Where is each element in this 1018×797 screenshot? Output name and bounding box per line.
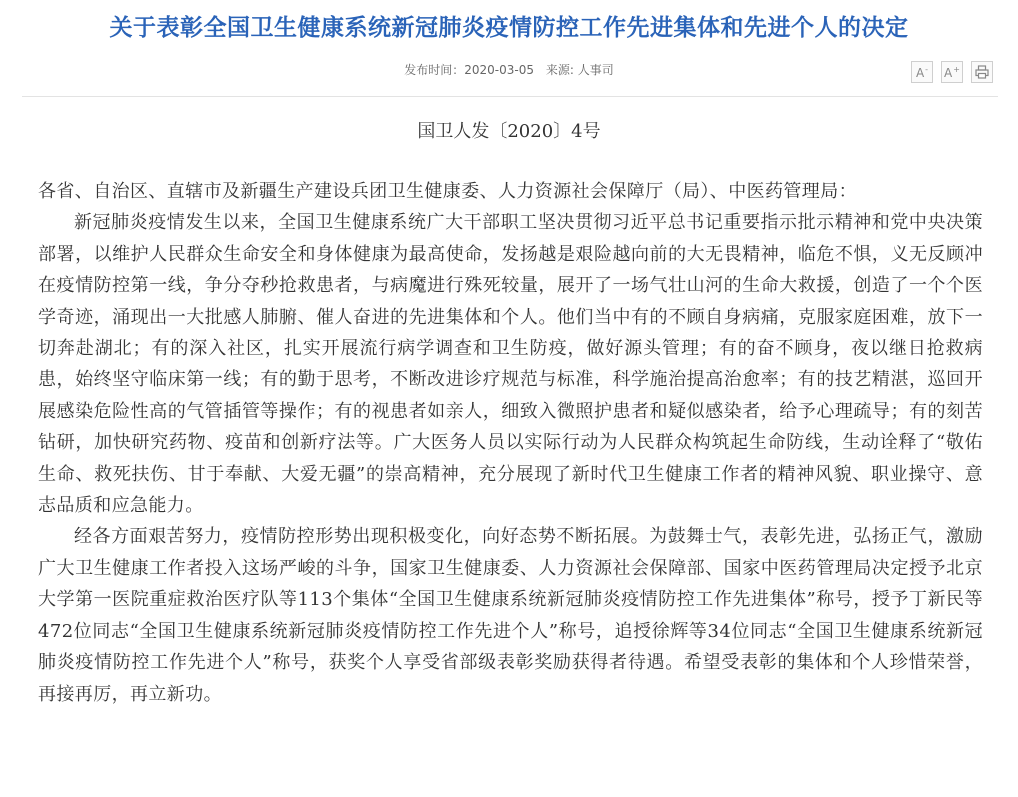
article-title: 关于表彰全国卫生健康系统新冠肺炎疫情防控工作先进集体和先进个人的决定 bbox=[109, 15, 909, 41]
font-increase-button[interactable] bbox=[941, 61, 963, 83]
font-decrease-letter: A bbox=[915, 65, 925, 80]
print-icon bbox=[975, 65, 989, 79]
font-decrease-mark: - bbox=[925, 64, 929, 74]
font-increase-letter: A bbox=[944, 65, 953, 80]
font-decrease-icon bbox=[916, 65, 928, 80]
font-decrease-button[interactable] bbox=[911, 61, 933, 83]
print-button[interactable] bbox=[971, 61, 993, 83]
salutation: 各省、自治区、直辖市及新疆生产建设兵团卫生健康委、人力资源社会保障厅（局）、中医药管理局： bbox=[38, 181, 857, 202]
source-info bbox=[546, 63, 614, 77]
source-label: 来源: bbox=[545, 63, 574, 77]
article-body bbox=[38, 176, 983, 710]
publish-label: 发布时间： bbox=[404, 63, 465, 77]
font-increase-mark: + bbox=[953, 64, 960, 74]
font-increase-icon bbox=[944, 65, 960, 80]
article-toolbar bbox=[911, 61, 993, 83]
paragraph-1: 新冠肺炎疫情发生以来，全国卫生健康系统广大干部职工坚决贯彻习近平总书记重要指示批示精神和党中央决策部署，以维护人民群众生命安全和身体健康为最高使命，发扬越是艰险越向前的大无畏精神，临危不惧，义无反顾冲在疫情防控第一线，争分夺秒抢救患者，与病魔进行殊死较量，展开了一场气壮山河的生命大救援，创造了一个个医学奇迹，涌现出一大批感人肺腑、催人奋进的先进集体和个人。他们当中有的不顾自身病痛，克服家庭困难，放下一切奔赴湖北；有的深入社区，扎实开展流行病学调查和卫生防疫，做好源头管理；有的奋不顾身，夜以继日抢救病患，始终坚守临床第一线；有的勤于思考，不断改进诊疗规范与标准，科学施治提高治愈率；有的技艺精湛，巡回开展感染危险性高的气管插管等操作；有的视患者如亲人，细致入微照护患者和疑似感染者，给予心理疏导；有的刻苦钻研，加快研究药物、疫苗和创新疗法等。广大医务人员以实际行动为人民群众构筑起生命防线，生动诠释了“敬佑生命、救死扶伤、甘于奉献、大爱无疆”的崇高精神，充分展现了新时代卫生健康工作者的精神风貌、职业操守、意志品质和应急能力。 bbox=[38, 212, 983, 517]
document-number: 国卫人发〔2020〕4号 bbox=[417, 121, 601, 142]
source-value: 人事司 bbox=[577, 63, 614, 77]
publish-info bbox=[404, 63, 534, 77]
publish-date: 2020-03-05 bbox=[464, 63, 535, 77]
header-divider bbox=[22, 96, 998, 97]
paragraph-2: 经各方面艰苦努力，疫情防控形势出现积极变化，向好态势不断拓展。为鼓舞士气，表彰先进，弘扬正气，激励广大卫生健康工作者投入这场严峻的斗争，国家卫生健康委、人力资源社会保障部、国家中医药管理局决定授予北京大学第一医院重症救治医疗队等113个集体“全国卫生健康系统新冠肺炎疫情防控工作先进集体”称号，授予丁新民等472位同志“全国卫生健康系统新冠肺炎疫情防控工作先进个人”称号，追授徐辉等34位同志“全国卫生健康系统新冠肺炎疫情防控工作先进个人”称号，获奖个人享受省部级表彰奖励获得者待遇。希望受表彰的集体和个人珍惜荣誉，再接再厉，再立新功。 bbox=[38, 526, 983, 705]
article-meta bbox=[0, 61, 1018, 78]
